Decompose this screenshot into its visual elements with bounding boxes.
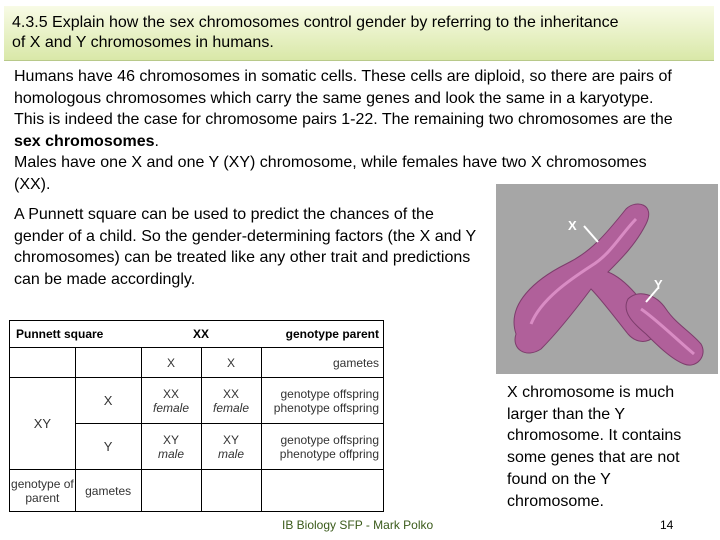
offspring-phenotype: female bbox=[212, 400, 250, 415]
title-line-2: of X and Y chromosomes in humans. bbox=[12, 34, 274, 51]
title-banner bbox=[4, 6, 714, 61]
punnett-square-table bbox=[9, 320, 384, 512]
offspring-labels bbox=[261, 378, 384, 424]
gamete-x-2: X bbox=[201, 348, 261, 378]
offspring-labels bbox=[261, 424, 384, 470]
offspring-cell bbox=[201, 378, 261, 424]
intro-text: Humans have 46 chromosomes in somatic cells. These cells are diploid, so there are pairs of homologous chromosomes which carry the same genes and look the same in a karyotype. This is indeed the case for chromosome pairs 1-22. The remaining two chromosomes are the bbox=[14, 68, 673, 128]
offspring-phenotype: female bbox=[152, 400, 190, 415]
punnett-intro-paragraph: A Punnett square can be used to predict the chances of the gender of a child. So the gender-determining factors (the X and Y chromosomes) can be treated like any other trait and predictions can be made accordingly. bbox=[14, 206, 476, 288]
bottom-gametes-label: gametes bbox=[75, 470, 141, 512]
parent-genotype-xx: XX bbox=[141, 321, 261, 348]
offspring-cell bbox=[201, 424, 261, 470]
punnett-header-label: Punnett square bbox=[10, 321, 142, 348]
chromosome-caption: X chromosome is much larger than the Y chromosome. It contains some genes that are not found on the Y chromosome. bbox=[507, 384, 682, 510]
offspring-cell bbox=[141, 378, 201, 424]
footer-credit: IB Biology SFP - Mark Polko bbox=[282, 518, 434, 532]
offspring-genotype: XX bbox=[162, 386, 179, 401]
genotype-of-parent-label: genotype of parent bbox=[10, 470, 76, 512]
offspring-genotype: XX bbox=[222, 386, 239, 401]
offspring-phenotype: male bbox=[217, 446, 244, 461]
offspring-cell bbox=[141, 424, 201, 470]
chromosome-micrograph bbox=[496, 184, 718, 374]
gametes-label: gametes bbox=[261, 348, 384, 378]
slide-number: 14 bbox=[660, 518, 674, 532]
gamete-x-row: X bbox=[75, 378, 141, 424]
x-chromosome-label: X bbox=[568, 218, 577, 233]
title-line-1: 4.3.5 Explain how the sex chromosomes control gender by referring to the inheritance bbox=[12, 14, 619, 31]
offspring-genotype: XY bbox=[222, 432, 239, 447]
males-females-text: Males have one X and one Y (XY) chromosome, while females have two X chromosomes (XX). bbox=[14, 154, 647, 193]
phenotype-offspring-label: phenotype offpring bbox=[279, 446, 379, 461]
gamete-x-1: X bbox=[141, 348, 201, 378]
sex-chromosomes-term: sex chromosomes bbox=[14, 132, 155, 150]
genotype-parent-label: genotype parent bbox=[261, 321, 384, 348]
offspring-genotype: XY bbox=[162, 432, 179, 447]
parent-genotype-xy: XY bbox=[10, 378, 76, 470]
chromosome-image bbox=[496, 184, 718, 374]
genotype-offspring-label: genotype offspring bbox=[280, 386, 379, 401]
phenotype-offspring-label: phenotype offspring bbox=[273, 400, 379, 415]
intro-paragraph bbox=[14, 66, 674, 195]
y-chromosome-label: Y bbox=[654, 277, 663, 292]
intro-period: . bbox=[154, 132, 159, 150]
genotype-offspring-label: genotype offspring bbox=[280, 432, 379, 447]
offspring-phenotype: male bbox=[157, 446, 184, 461]
gamete-y-row: Y bbox=[75, 424, 141, 470]
slide-title bbox=[12, 13, 712, 53]
